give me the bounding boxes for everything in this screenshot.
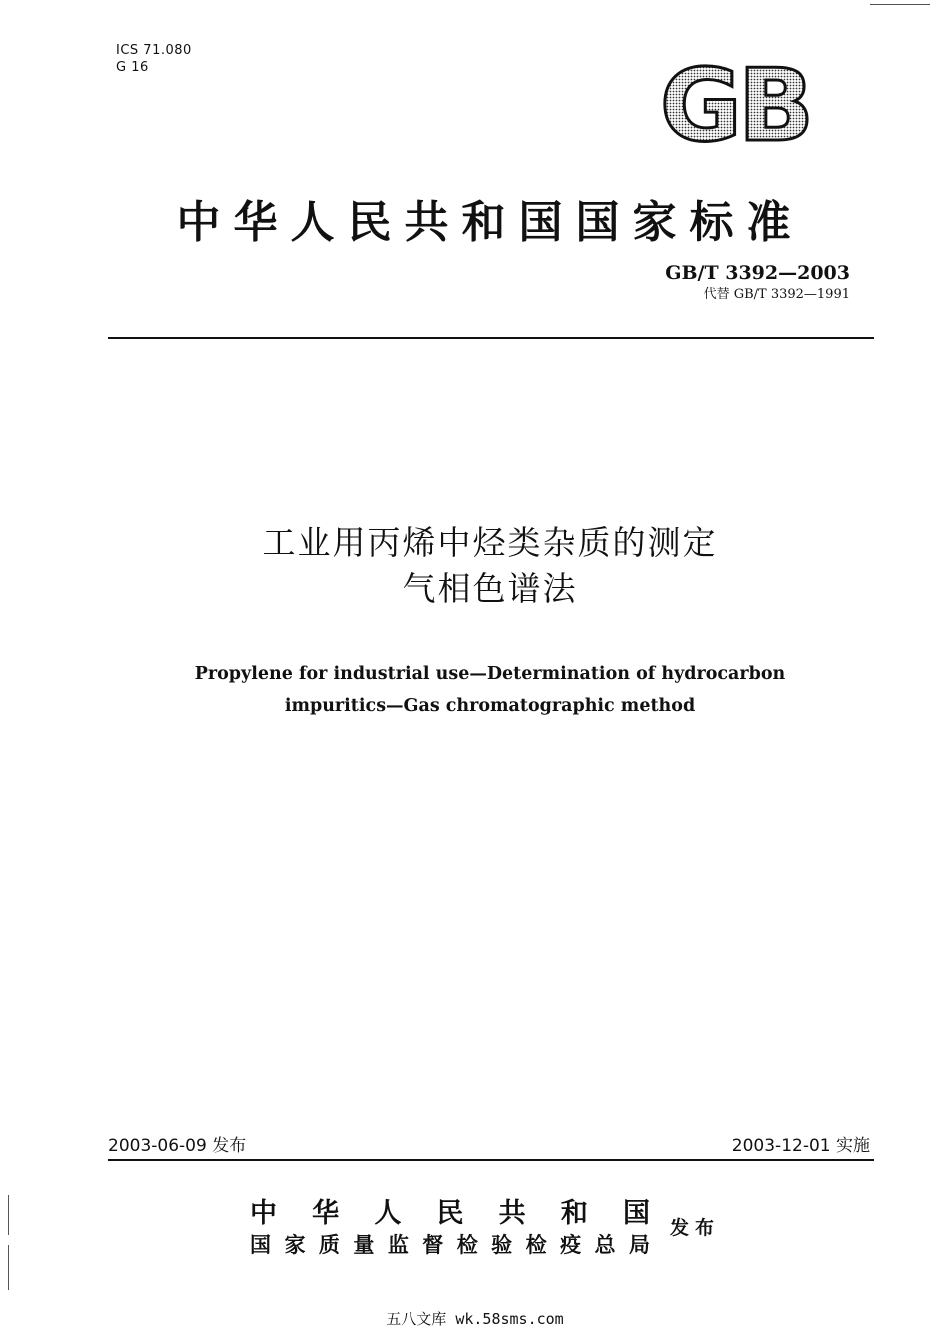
implementation-date: 2003-12-01 实施 bbox=[731, 1136, 870, 1156]
publisher-line2: 国家质量监督检验检疫总局 bbox=[250, 1233, 650, 1257]
chinese-title-line1: 工业用丙烯中烃类杂质的测定 bbox=[262, 523, 718, 562]
category-code: G 16 bbox=[116, 60, 149, 75]
replaces-code: 代替 GB/T 3392—1991 bbox=[703, 287, 850, 302]
footer-divider bbox=[108, 1159, 874, 1161]
publisher-block bbox=[250, 1197, 650, 1259]
logo-letters: GB bbox=[659, 60, 811, 150]
english-title bbox=[100, 658, 880, 722]
header-divider bbox=[108, 337, 874, 339]
scan-border-mark bbox=[870, 4, 930, 5]
ics-code: ICS 71.080 bbox=[116, 43, 192, 58]
site-watermark: 五八文库 wk.58sms.com bbox=[386, 1310, 564, 1328]
standard-code-block bbox=[665, 262, 850, 303]
scan-border-mark bbox=[8, 1245, 9, 1290]
chinese-title bbox=[100, 520, 880, 612]
publisher-line1: 中华人民共和国 bbox=[250, 1198, 650, 1229]
chinese-title-line2: 气相色谱法 bbox=[402, 569, 578, 608]
english-title-line1: Propylene for industrial use—Determination of hydrocarbon bbox=[194, 664, 786, 684]
standard-type-heading: 中华人民共和国国家标准 bbox=[176, 197, 804, 248]
english-title-line2: impuritics—Gas chromatographic method bbox=[284, 696, 696, 716]
publish-label: 发布 bbox=[670, 1217, 721, 1239]
classification-block bbox=[116, 42, 192, 76]
scan-border-mark bbox=[8, 1195, 9, 1235]
standard-code: GB/T 3392—2003 bbox=[665, 262, 850, 284]
issue-date: 2003-06-09 发布 bbox=[108, 1136, 247, 1156]
gb-logo bbox=[636, 60, 834, 150]
